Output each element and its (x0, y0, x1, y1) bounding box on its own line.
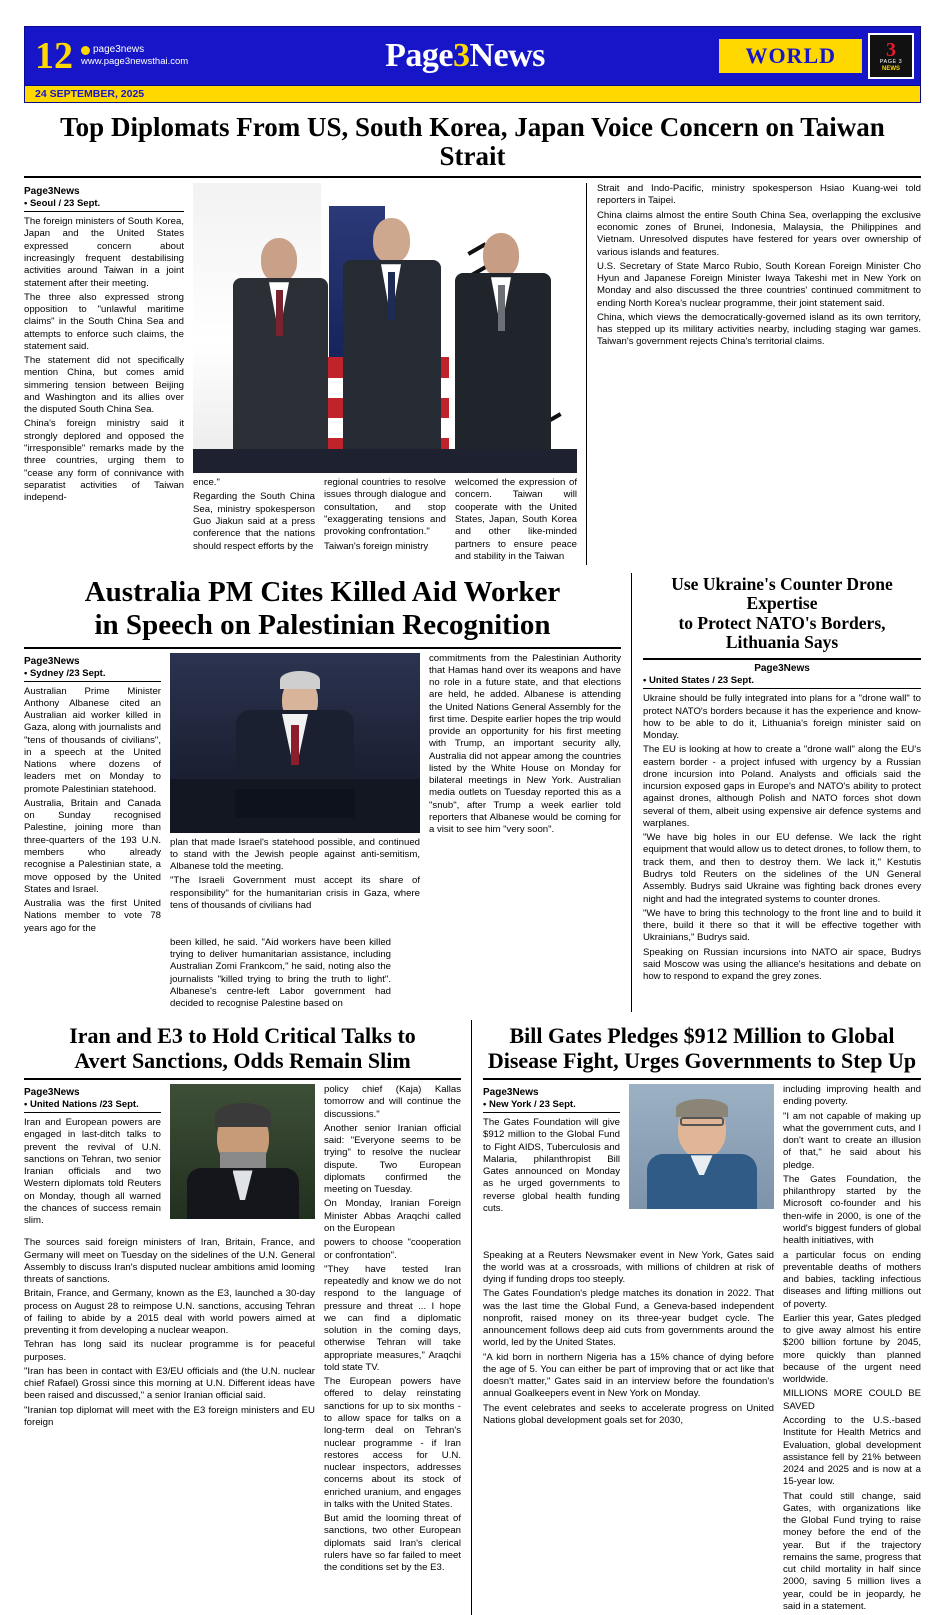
story4-c2-p4: powers to choose "cooperation or confrontation". (324, 1237, 461, 1261)
story1-r-p1: Strait and Indo-Pacific, ministry spokesperson Hsiao Kuang-wei told reporters in Taipei. (597, 183, 921, 207)
cube-page-label: PAGE 3 (879, 59, 903, 66)
story3-byline: Page3News (754, 663, 810, 675)
story5-p1: The Gates Foundation will give $912 million to the Global Fund to Fight AIDS, Tuberculosis and Malaria, philanthropist Bill Gates announced on Monday as he urged governments to reverse global health funding cuts. (483, 1117, 620, 1214)
story5-photo (629, 1084, 774, 1209)
logo-part2: News (469, 37, 545, 74)
story2-headline-line1: Australia PM Cites Killed Aid Worker (84, 576, 561, 609)
story3-dateline: • United States / 23 Sept. (643, 675, 755, 687)
story-iran-e3 (24, 1020, 461, 1615)
story1-under-col2 (324, 477, 446, 565)
column-divider-2 (631, 573, 633, 1012)
story1-u2-p2: Taiwan's foreign ministry (324, 540, 429, 552)
story1-under-col3 (455, 477, 577, 565)
story5-byline: Page3News (483, 1087, 539, 1099)
story5-c2-p5: Earlier this year, Gates pledged to give away almost his entire $200 billion fortune by 2045, more quickly than planned because of the urgent need worldwide. (783, 1312, 921, 1386)
story2-dateline: • Sydney /23 Sept. (24, 667, 106, 679)
story1-p3: The statement did not specifically mention China, but comes amid simmering tension between Beijing and Washington and its allies over the disputed South China Sea. (24, 355, 184, 416)
story1-under-col1 (193, 477, 315, 565)
page-number: 12 (35, 35, 73, 77)
masthead-right (690, 27, 920, 85)
story3-headline-line2: to Protect NATO's Borders, Lithuania Says (678, 613, 886, 652)
story5-lower-left (483, 1250, 774, 1615)
story4-col3 (324, 1084, 461, 1237)
story2-c1-cont1: plan that made Israel's statehood possible, and continued to stand with the Jewish people against anti-semitism, Albanese told the meeting. (170, 836, 420, 873)
story4-photo (170, 1084, 315, 1219)
story1-u1-p1: ence." (193, 477, 220, 489)
story4-c2-p2: Another senior Iranian official said: "Everyone seems to be trying" to resolve the nuclear dispute. Two European diplomats confirmed the meeting on Tuesday. (324, 1122, 461, 1196)
date-bar (24, 86, 921, 103)
story3-p4: "We have to bring this technology to the front line and to build it there, build it there so that it will be effective together with Ukrainians," Budrys said. (643, 907, 921, 944)
site-name: page3news (93, 43, 145, 55)
story-taiwan-strait (24, 113, 921, 565)
story4-photo-wrap (170, 1084, 315, 1237)
story4-headline-line1: Iran and E3 to Hold Critical Talks to (69, 1023, 416, 1049)
site-url: www.page3newsthai.com (81, 56, 189, 68)
story1-dateline: • Seoul / 23 Sept. (24, 198, 101, 210)
story1-left-column (24, 183, 184, 565)
story2-u-p1: been killed, he said. "Aid workers have been killed trying to deliver humanitarian assistance, including Australian Zomi Frankcom," he said, noting also the journalists "killed trying to bring the truth to light". Albanese's centre-left Labor government had decided to recognise Palestine based on (170, 936, 391, 1010)
page3-cube-logo (868, 33, 914, 79)
masthead (24, 26, 921, 86)
story5-p3: The Gates Foundation's pledge matches its donation in 2022. That was the last time the Global Fund, a Geneva-based independent nonprofit, raised money on its three-year budget cycle. The announcement follows deep aid cuts from governments around the world, led by the United States. (483, 1288, 774, 1349)
story5-c2-p3: The Gates Foundation, the philanthropy started by the Microsoft co-founder and his then-wife in 2000, is one of the world's biggest funders of global health initiatives, with (783, 1173, 921, 1247)
story5-p4: "A kid born in northern Nigeria has a 15% chance of dying before the age of 5. You can either be part of improving that or act like that doesn't matter," Gates said in an interview before the foundation's annual Goalkeepers event in New York on Monday. (483, 1351, 774, 1400)
story4-byline: Page3News (24, 1087, 80, 1099)
story5-dateline: • New York / 23 Sept. (483, 1099, 576, 1111)
story4-p5: "Iran has been in contact with E3/EU officials and (the U.N. nuclear chief Rafael) Grossi since this morning at U.N. Different ideas have been raised and discussed," a senior Iranian official said. (24, 1365, 315, 1402)
masthead-logo (240, 27, 690, 85)
story3-p3: "We have big holes in our EU defense. We lack the right equipment that would allow us to detect drones, to follow them, to track them, and then to destroy them. We lack it," Kestutis Budrys told Reuters on the sidelines of the UN General Assembly. Budrys said Ukraine was fighting back drones every night and had the integrated systems to counter drones. (643, 832, 921, 905)
story4-headline-line2: Avert Sanctions, Odds Remain Slim (74, 1047, 411, 1073)
story-australia-pm (24, 573, 621, 1012)
story2-photo-wrap (170, 653, 420, 937)
story4-p6: "Iranian top diplomat will meet with the E3 foreign ministers and EU foreign (24, 1404, 315, 1428)
story4-lower-right (324, 1237, 461, 1576)
story2-p1: Australian Prime Minister Anthony Albanese cited an Australian aid worker killed in Gaza, along with journalists and "tens of thousands of civilians", in a speech at the United Nations where dozens of leaders met on Monday to promote Palestinian statehood. (24, 685, 161, 795)
story5-col1 (483, 1084, 620, 1249)
story-drone-wall (643, 573, 921, 1012)
masthead-left (25, 27, 240, 85)
story4-c2-p1: policy chief (Kaja) Kallas tomorrow and will continue the discussions." (324, 1084, 461, 1120)
column-divider-3 (471, 1020, 473, 1615)
story1-photo (193, 183, 577, 473)
story4-c2-p7: But amid the looming threat of sanctions, two other European diplomats said Iran's clerical rulers have so far failed to meet the conditions set by the E3. (324, 1513, 461, 1574)
story3-p5: Speaking on Russian incursions into NATO air space, Budrys said Moscow was using the alliance's hesitations and debate on how to respond to expand the grey zones. (643, 946, 921, 983)
story4-dateline: • United Nations /23 Sept. (24, 1099, 139, 1111)
story2-under-col2 (170, 937, 391, 1013)
story1-u1-p2: Regarding the South China Sea, ministry spokesperson Guo Jiakun said at a press conference that the nations should respect efforts by the (193, 491, 315, 552)
story1-p2: The three also expressed strong opposition to "unlawful maritime claims" in the South China Sea and attempts to enforce such claims, the statement said. (24, 291, 184, 352)
story5-c2-p7: According to the U.S.-based Institute for Health Metrics and Evaluation, global development assistance fell by 21% between 2024 and 2025 and is now at a 15-year low. (783, 1414, 921, 1488)
section-badge: WORLD (719, 39, 862, 73)
story4-c2-p6: The European powers have offered to delay reinstating sanctions for up to six months - to allow space for talks on a long-term deal on Tehran's nuclear programme - if Iran restores access for U.N. nuclear inspectors, addresses concerns about its stock of enriched uranium, and engages in talks with the United States. (324, 1376, 461, 1510)
story2-headline-line2: in Speech on Palestinian Recognition (94, 608, 551, 641)
story5-c2-p6: MILLIONS MORE COULD BE SAVED (783, 1388, 921, 1412)
story4-p1: Iran and European powers are engaged in last-ditch talks to prevent the revival of U.N. sanctions on Tehran, two senior Iranian officials and two Western diplomats told Reuters on Monday, though all warned the chances of success remain slim. (24, 1117, 161, 1227)
globe-icon (81, 46, 90, 55)
story2-photo (170, 653, 420, 833)
story3-headline-line1: Use Ukraine's Counter Drone Expertise (671, 574, 893, 613)
story5-c2-p8: That could still change, said Gates, with organizations like the Global Fund trying to raise money before the end of the year. But if the trajectory remains the same, progress that cut child mortality in half since 2000, saving 5 million lives a year, could be in jeopardy, he said in a statement. (783, 1490, 921, 1612)
story4-p2: The sources said foreign ministers of Iran, Britain, France, and Germany will meet on Tuesday on the sidelines of the U.N. General Assembly to discuss Iran's disputed nuclear ambitions amid looming threats of sanctions. (24, 1237, 315, 1286)
publication-date: 24 SEPTEMBER, 2025 (35, 88, 145, 100)
story2-byline: Page3News (24, 655, 80, 667)
story2-col3 (429, 653, 621, 937)
cube-three: 3 (886, 39, 896, 62)
story4-c2-p3: On Monday, Iranian Foreign Minister Abbas Araqchi called on the European (324, 1198, 461, 1234)
logo-part1: Page (385, 37, 453, 74)
story2-c3-p1: commitments from the Palestinian Authority that Hamas hand over its weapons and have no role in a future state, and that elections are held, he added. Albanese is attending the United Nations General Assembly for the first time. Despite earlier hopes the trip would provide an opportunity for his first meeting with Trump, an important security ally, Australia did not appear among the countries listed by the White House on Monday for bilateral meetings in New York. Australian media outlets on Tuesday reported this as a "snub", after Trump a week earlier told reporters that Albanese would be coming for a visit to see him "very soon". (429, 652, 621, 836)
story5-c2-p1: including improving health and ending poverty. (783, 1084, 921, 1108)
story1-center (193, 183, 577, 565)
column-divider (586, 183, 588, 565)
story1-u3-p1: welcomed the expression of concern. Taiwan will cooperate with the United States, Japan, South Korea and other like-minded partners to ensure peace and stability in the Taiwan (455, 477, 577, 562)
story5-c2-p2: "I am not capable of making up what the government cuts, and I don't want to create an illusion of that," he said about his pledge. (783, 1110, 921, 1171)
story1-r-p3: U.S. Secretary of State Marco Rubio, South Korean Foreign Minister Cho Hyun and Japanese Foreign Minister Iwaya Takeshi met in New York on Monday and also discussed the three countries' continued commitment to ending North Korea's nuclear programme, their joint statement said. (597, 260, 921, 309)
story5-col3 (783, 1084, 921, 1249)
story1-p4: China's foreign ministry said it strongly deplored and opposed the "irresponsible" remarks made by the three countries, urging them to "cease any form of connivance with separatist activities of Taiwan independ- (24, 418, 184, 504)
story-bill-gates (483, 1020, 921, 1615)
story2-c1-cont2: "The Israeli Government must accept its share of responsibility" for the humanitarian crisis in Gaza, where tens of thousands of civilians had (170, 875, 420, 911)
story3-p2: The EU is looking at how to create a "drone wall" along the EU's eastern border - a project infused with urgency by a Russian drone incursion into Poland. Analysts and officials said the incursion exposed gaps in Europe's and NATO's ability to protect against drones, although Polish and NATO forces shot down several of them, albeit using expensive air defence systems and warplanes. (643, 744, 921, 829)
story5-photo-wrap (629, 1084, 774, 1249)
story5-p2: Speaking at a Reuters Newsmaker event in New York, Gates said the world was at a crossroads, with millions of children at risk of dying if funding drops too steeply. (483, 1249, 774, 1286)
story1-r-p4: China, which views the democratically-governed island as its own territory, has stepped up its military activities nearby, including staging war games. Taiwan's government rejects China's territorial claims. (597, 311, 921, 348)
story5-lower-right (783, 1250, 921, 1615)
story1-p1: The foreign ministers of South Korea, Japan and the United States expressed concern about increasingly frequent destabilising activities around Taiwan in a joint statement after their meeting. (24, 216, 184, 289)
story5-headline-line1: Bill Gates Pledges $912 Million to Global (509, 1023, 895, 1049)
story4-c2-p5: "They have tested Iran repeatedly and know we do not respond to the language of pressure and threat ... I hope we can find a diplomatic solution in the coming days, otherwise Tehran will take appropriate measures," Araqchi told state TV. (324, 1263, 461, 1373)
story5-p5: The event celebrates and seeks to accelerate progress on United Nations global development goals set for 2030, (483, 1402, 774, 1426)
story2-p2: Australia, Britain and Canada on Sunday recognised Palestine, joining more than three-quarters of the 193 U.N. members who already recognise a Palestinian state, a move opposed by the United States and Israel. (24, 797, 161, 895)
story2-p3: Australia was the first United Nations member to vote 78 years ago for the (24, 898, 161, 934)
story5-headline-line2: Disease Fight, Urges Governments to Step Up (487, 1047, 917, 1073)
story3-p1: Ukraine should be fully integrated into plans for a "drone wall" to protect NATO's borders because it has the experience and know-how to be able to do it, Lithuania's foreign minister said on Monday. (643, 693, 921, 742)
story1-right-column (597, 183, 921, 565)
story1-u2-p1: regional countries to resolve issues through dialogue and consultation, and stop "exaggerating tensions and provoking confrontation." (324, 477, 446, 538)
story2-col1 (24, 653, 161, 937)
story5-c2-p4: a particular focus on ending preventable deaths of mothers and babies, tackling infectious diseases and lifting millions out of poverty. (783, 1249, 921, 1310)
logo-three: 3 (452, 37, 470, 74)
cube-news-label: NEWS (882, 65, 900, 72)
story4-p3: Britain, France, and Germany, known as the E3, launched a 30-day process on August 28 to reimpose U.N. sanctions, accusing Tehran of failing to abide by a 2015 deal with world powers aimed at preventing it from developing a nuclear weapon. (24, 1288, 315, 1337)
story4-col1 (24, 1084, 161, 1237)
story1-headline: Top Diplomats From US, South Korea, Japan Voice Concern on Taiwan Strait (60, 112, 885, 171)
story4-p4: Tehran has long said its nuclear programme is for peaceful purposes. (24, 1339, 315, 1363)
story4-lower-left (24, 1237, 315, 1576)
story1-r-p2: China claims almost the entire South China Sea, overlapping the exclusive economic zones of Brunei, Indonesia, Malaysia, the Philippines and Vietnam. Unresolved disputes have festered for years over ownership of various islands and features. (597, 209, 921, 258)
story1-byline: Page3News (24, 186, 80, 198)
